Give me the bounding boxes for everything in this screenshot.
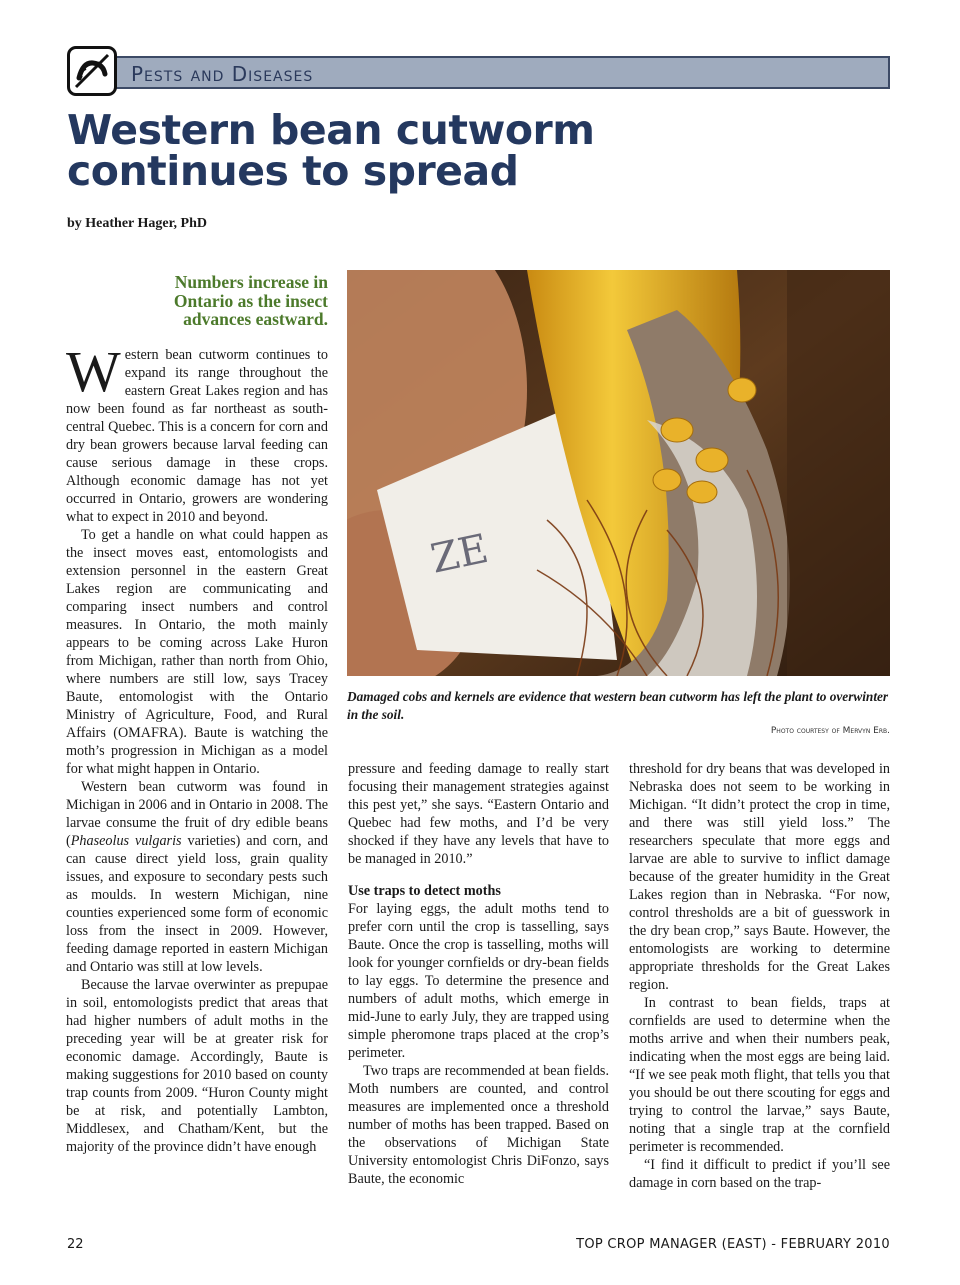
deck: Numbers increase in Ontario as the insect advances eastward.	[173, 272, 328, 329]
paragraph: pressure and feeding damage to really start focusing their management strategies against this pest yet,” she says. “Eastern Ontario and Quebec had few moths, and I’d be very shocked if they have any levels that have to be managed in 2010.”	[348, 761, 609, 867]
paragraph: Because the larvae overwinter as prepupae in soil, entomologists predict that areas that had higher numbers of adult moths in the preceding year will be at greater risk for economic damage. Accordingly, Baute is making suggestions for 2010 based on county trap counts from 2009. “Huron County might be at risk, and potentially Lambton, Middlesex, and Chatham/Kent, but the majority of the province didn’t have enough	[66, 977, 328, 1155]
section-title: Pests and Diseases	[131, 62, 314, 86]
corn-cob-photo	[347, 270, 890, 676]
column-1	[66, 339, 328, 1156]
svg-text:ZE: ZE	[426, 525, 493, 583]
paragraph: For laying eggs, the adult moths tend to prefer corn until the crop is tasselling, says Baute. Once the crop is tasselling, moths will look for younger cornfields or dry-bean fields to lay eggs. To determine the presence and numbers of adult moths, which emerge in mid-June to early July, they are trapped using simple pheromone traps placed at the crop’s perimeter.	[348, 901, 609, 1061]
photo-caption: Damaged cobs and kernels are evidence that western bean cutworm has left the plant to overwinter in the soil.	[347, 689, 889, 722]
paragraph: Western bean cutworm was found in Michigan in 2006 and in Ontario in 2008. The larvae consume the fruit of dry edible beans (Phaseolus vulgaris varieties) and corn, and can cause direct yield loss, grain quality issues, and exposure to secondary pests such as moulds. In western Michigan, nine counties experienced some form of economic loss from the insect in 2009. However, feeding damage reported in eastern Michigan and Ontario was still at low levels.	[66, 779, 328, 975]
paragraph: In contrast to bean fields, traps at cornfields are used to determine when the moths arrive and when their numbers peak, indicating when the most eggs are being laid. “If we see peak moth flight, that tells you that you should be out there scouting for eggs and trying to control the larvae,” says Baute, noting that a single trap at the cornfield perimeter is recommended.	[629, 995, 890, 1155]
paragraph: Two traps are recommended at bean fields. Moth numbers are counted, and control measures are implemented once a threshold number of moths has been trapped. Based on the observations of Michigan State University entomologist Chris DiFonzo, says Baute, the economic	[348, 1063, 609, 1187]
headline	[67, 106, 707, 195]
paragraph: Western bean cutworm continues to expand its range throughout the eastern Great Lakes region and has now been found as far northeast as south-central Quebec. This is a concern for corn and dry bean growers because larval feeding can cause serious damage in these crops. Although economic damage has not yet occurred in Ontario, growers are wondering what to expect in 2010 and beyond.	[66, 339, 328, 525]
headline-line-2: continues to spread	[67, 147, 519, 195]
column-3	[629, 760, 890, 1192]
publication-footer: TOP CROP MANAGER (EAST) - FEBRUARY 2010	[576, 1237, 890, 1252]
column-2	[348, 760, 609, 1188]
cutworm-icon	[67, 46, 117, 96]
photo-credit: Photo courtesy of Mervyn Erb.	[770, 726, 890, 736]
paragraph: threshold for dry beans that was developed in Nebraska does not seem to be working in Michigan. “It didn’t protect the crop in time, and there was still yield loss.” The researchers speculate that more eggs and larvae are able to survive to inflict damage because of the greater humidity in the Great Lakes region than in Nebraska. “For now, control thresholds are a bit of guesswork in the dry bean crop,” says Baute. However, the entomologists are working to determine appropriate thresholds for the Great Lakes region.	[629, 761, 890, 993]
subhead: Use traps to detect moths	[348, 883, 501, 899]
drop-cap: W	[66, 339, 121, 404]
paragraph: To get a handle on what could happen as the insect moves east, entomologists and extension personnel in the eastern Great Lakes region are communicating and comparing insect numbers and control measures. In Ontario, the moth mainly appears to be coming across Lake Huron from Michigan, rather than north from Ohio, where numbers are still low, says Tracey Baute, entomologist with the Ontario Ministry of Agriculture, Food, and Rural Affairs (OMAFRA). Baute is watching the moth’s progression in Michigan as a model for what might happen in Ontario.	[66, 527, 328, 777]
paragraph: “I find it difficult to predict if you’ll see damage in corn based on the trap-	[629, 1157, 890, 1191]
page-number: 22	[67, 1237, 84, 1252]
headline-line-1: Western bean cutworm	[67, 106, 595, 154]
byline: by Heather Hager, PhD	[67, 216, 207, 231]
